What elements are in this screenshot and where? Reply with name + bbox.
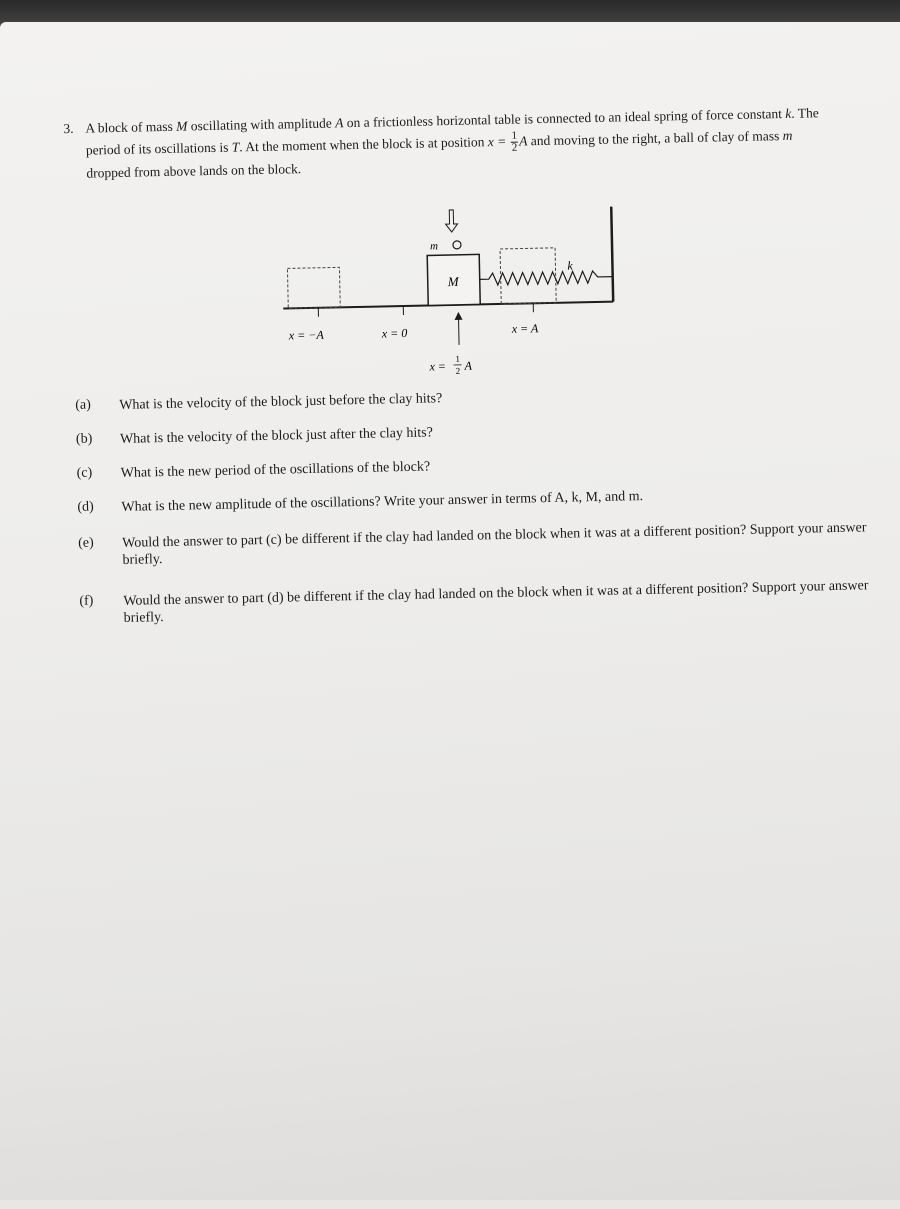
statement-text: . The period of its oscillations is [86, 105, 819, 157]
label-x-half-prefix: x = [428, 359, 446, 373]
position-suffix: A [519, 133, 528, 148]
part-label: (a) [75, 398, 91, 414]
statement-text: on a frictionless horizontal table is connected to an ideal spring of force constant [343, 106, 785, 130]
part-label: (d) [77, 500, 94, 516]
part-text: What is the velocity of the block just after the clay hits? [120, 415, 880, 448]
part-text: What is the new period of the oscillations of the block? [121, 449, 881, 482]
label-x-neg-a: x = −A [288, 328, 325, 343]
problem-text [85, 102, 824, 185]
statement-text: . At the moment when the block is at position [239, 134, 488, 154]
part-label: (b) [76, 432, 93, 448]
var-mass-clay: m [783, 128, 793, 143]
position-prefix: x = [488, 134, 507, 149]
var-mass-block: M [176, 118, 188, 133]
label-x-pos-a: x = A [511, 321, 539, 336]
spring-label: k [567, 258, 573, 272]
part-text: Would the answer to part (d) be different if the clay had landed on the block when it was at a different position? Support your answer briefly. [123, 577, 884, 627]
problem-number: 3. [63, 118, 74, 140]
block-label: M [447, 274, 460, 289]
statement-text: A block of mass [85, 119, 176, 136]
label-x-half-den: 2 [456, 366, 461, 376]
label-x-zero: x = 0 [381, 326, 408, 341]
spring-block-diagram [251, 196, 625, 394]
part-label: (f) [79, 594, 93, 610]
var-amplitude: A [335, 115, 344, 130]
fraction-one-half: $\frac{1}{2}$ [510, 131, 518, 154]
part-text: What is the new amplitude of the oscillations? Write your answer in terms of A, k, M, and m. [121, 483, 881, 516]
statement-text: dropped from above lands on the block. [86, 162, 301, 181]
statement-text: oscillating with amplitude [187, 115, 335, 133]
problem-statement [63, 102, 824, 185]
var-period: T [232, 139, 240, 154]
var-spring-constant: k [785, 106, 791, 121]
clay-ball [453, 241, 461, 249]
block-ghost-right [500, 248, 556, 304]
label-x-half-suffix: A [463, 359, 472, 373]
statement-text: and moving to the right, a ball of clay of mass [527, 128, 783, 148]
up-arrow-icon [454, 312, 462, 320]
label-x-half-num: 1 [455, 354, 460, 364]
down-arrow-icon [445, 210, 457, 232]
clay-label: m [430, 240, 438, 252]
part-label: (c) [77, 466, 93, 482]
block-ghost-left [287, 267, 340, 308]
wall [611, 207, 613, 302]
part-text: What is the velocity of the block just before the clay hits? [119, 381, 879, 414]
part-label: (e) [78, 536, 94, 552]
part-text: Would the answer to part (c) be different if the clay had landed on the block when it was at a different position? Support your answer briefly. [122, 519, 883, 569]
spring [480, 271, 613, 286]
